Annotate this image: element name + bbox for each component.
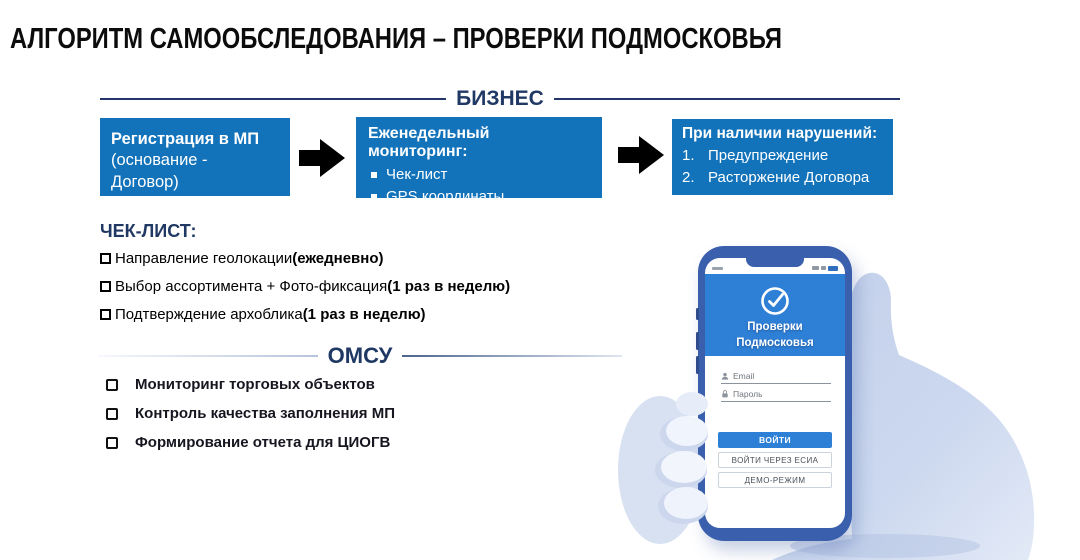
checkbox-icon bbox=[100, 281, 111, 292]
checklist-item-text: Направление геолокации bbox=[115, 250, 293, 267]
phone-notch bbox=[746, 258, 804, 267]
flow-box-numbered-item bbox=[682, 167, 883, 189]
app-header bbox=[705, 274, 845, 356]
omsu-item bbox=[106, 376, 375, 393]
flow-box-numbered-item bbox=[682, 145, 883, 167]
flow-box-bullet: Чек-лист bbox=[368, 164, 590, 186]
business-section-label: БИЗНЕС bbox=[456, 87, 544, 110]
item-text: Расторжение Договора bbox=[708, 168, 870, 186]
user-icon bbox=[721, 372, 729, 380]
business-section-divider bbox=[100, 87, 900, 111]
divider-line-right bbox=[402, 355, 622, 357]
divider-line-right bbox=[554, 98, 900, 100]
app-title bbox=[705, 320, 845, 351]
flow-box-title: При наличии нарушений: bbox=[682, 125, 878, 142]
item-number: 2. bbox=[682, 168, 695, 186]
signal-icon bbox=[812, 266, 819, 270]
omsu-section-divider bbox=[98, 343, 622, 369]
phone-frame bbox=[698, 246, 852, 541]
wifi-icon bbox=[821, 266, 826, 270]
checklist-item-text: Подтверждение архоблика bbox=[115, 306, 303, 323]
lock-icon bbox=[721, 390, 729, 398]
checklist-heading: ЧЕК-ЛИСТ: bbox=[100, 221, 197, 241]
flow-box-title: Еженедельный мониторинг: bbox=[368, 125, 490, 160]
app-title-line1: Проверки bbox=[747, 321, 803, 333]
phone-screen bbox=[705, 258, 845, 528]
checklist-item-bold: (1 раз в неделю) bbox=[302, 306, 426, 323]
checklist-item bbox=[100, 250, 384, 267]
omsu-item-text: Формирование отчета для ЦИОГВ bbox=[135, 434, 391, 451]
flow-box-title: Регистрация в МП bbox=[111, 130, 260, 148]
checkbox-icon bbox=[106, 408, 118, 420]
right-arrow-icon bbox=[618, 136, 664, 174]
item-number: 1. bbox=[682, 147, 695, 164]
omsu-section-label: ОМСУ bbox=[327, 343, 393, 368]
checklist-item bbox=[100, 306, 426, 323]
phone-side-button bbox=[696, 356, 699, 374]
checkbox-icon bbox=[100, 309, 111, 320]
checklist-item-text: Выбор ассортимента + Фото-фиксация bbox=[115, 278, 388, 295]
checkbox-icon bbox=[106, 437, 118, 449]
flow-box-monitoring bbox=[356, 117, 602, 205]
checkbox-icon bbox=[100, 253, 111, 264]
omsu-item-text: Контроль качества заполнения МП bbox=[135, 405, 396, 422]
omsu-item bbox=[106, 434, 390, 451]
esia-login-button[interactable]: ВОЙТИ ЧЕРЕЗ ЕСИА bbox=[718, 452, 832, 468]
check-circle-logo-icon bbox=[759, 285, 791, 317]
password-placeholder: Пароль bbox=[733, 389, 763, 399]
email-placeholder: Email bbox=[733, 371, 755, 381]
checkbox-icon bbox=[106, 379, 118, 391]
item-text: Предупреждение bbox=[708, 147, 829, 164]
checklist-item-bold: (1 раз в неделю) bbox=[387, 278, 511, 295]
password-field[interactable] bbox=[721, 387, 831, 402]
divider-line-left bbox=[100, 98, 446, 100]
page-title: АЛГОРИТМ САМООБСЛЕДОВАНИЯ – ПРОВЕРКИ ПОДМОСКОВЬЯ bbox=[10, 23, 782, 56]
login-button[interactable]: ВОЙТИ bbox=[718, 432, 832, 448]
divider-line-left bbox=[98, 355, 318, 357]
demo-mode-button[interactable]: ДЕМО-РЕЖИМ bbox=[718, 472, 832, 488]
clock-indicator bbox=[712, 267, 723, 270]
email-field[interactable] bbox=[721, 369, 831, 384]
checklist-item bbox=[100, 278, 510, 295]
flow-box-subtitle: (основание - Договор) bbox=[111, 151, 208, 191]
flow-box-bullet: GPS координаты bbox=[368, 186, 590, 208]
app-title-line2: Подмосковья bbox=[736, 336, 814, 349]
right-arrow-icon bbox=[299, 139, 345, 177]
checklist-item-bold: (ежедневно) bbox=[292, 250, 384, 267]
phone-side-button bbox=[696, 332, 699, 350]
flow-box-registration bbox=[100, 118, 290, 196]
omsu-item bbox=[106, 405, 395, 422]
phone-side-button bbox=[696, 308, 699, 320]
omsu-item-text: Мониторинг торговых объектов bbox=[135, 376, 375, 393]
battery-icon bbox=[828, 266, 838, 271]
flow-box-violations bbox=[672, 119, 893, 195]
